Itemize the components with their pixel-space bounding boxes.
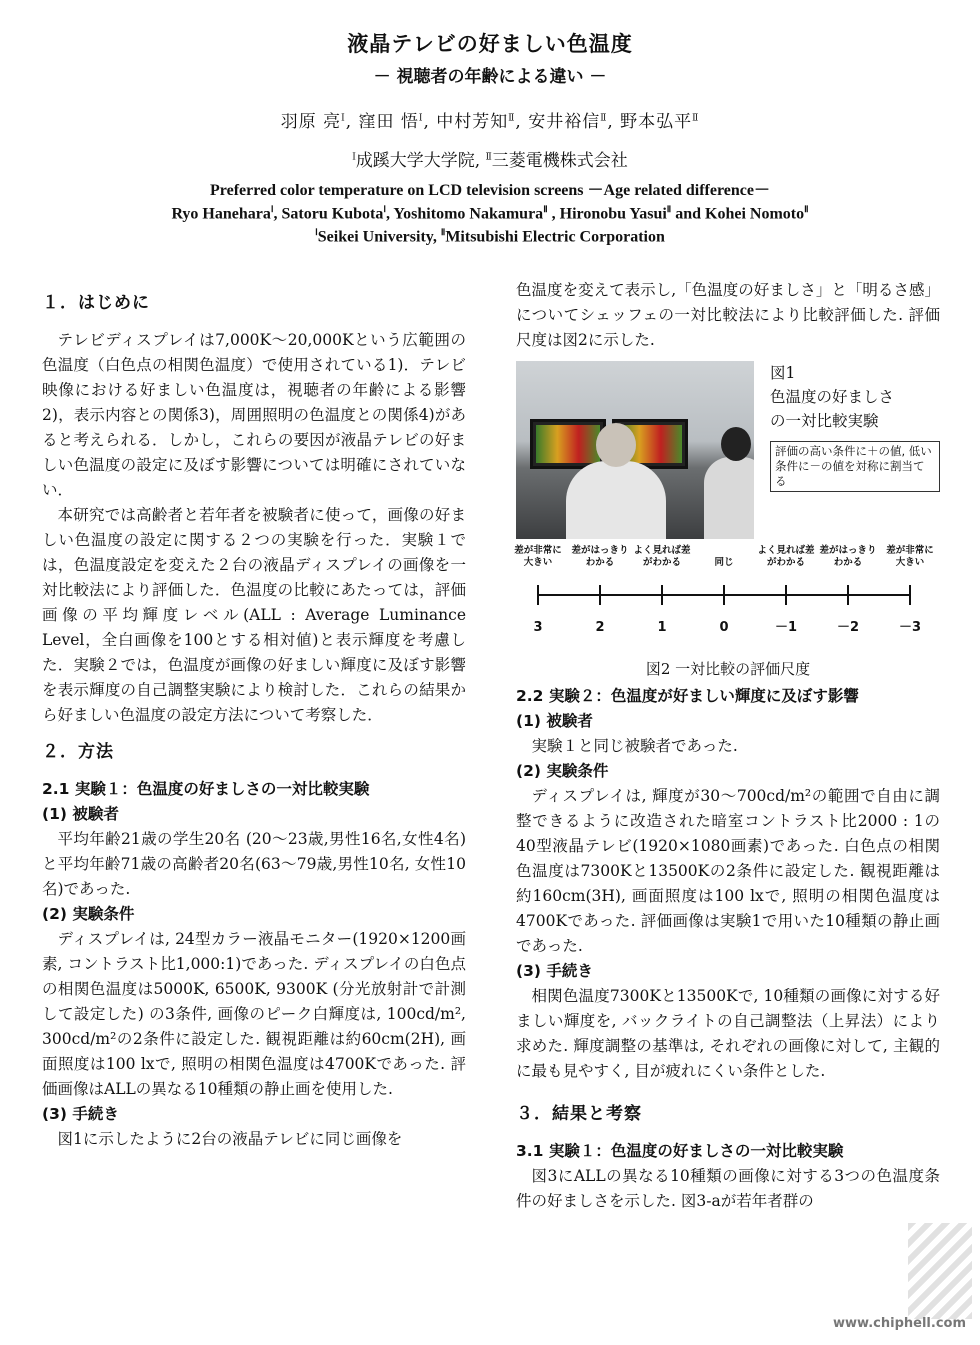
author: 野本弘平 — [620, 112, 693, 132]
subsubsection-heading: (1) 被験者 — [42, 805, 119, 823]
paragraph: 色温度を変えて表示し,「色温度の好ましさ」と「明るさ感」についてシェッフェの一対比較法により比較評価した. 評価尺度は図2に示した. — [516, 281, 940, 349]
experiment-photo — [516, 361, 754, 539]
scale-tick — [909, 585, 911, 605]
scale-tick — [847, 585, 849, 605]
subsubsection-heading: (3) 手続き — [42, 1105, 119, 1123]
paragraph: 実験１と同じ被験者であった. — [531, 737, 738, 755]
scale-value: －1 — [774, 620, 798, 635]
rating-scale — [516, 545, 940, 657]
section-heading: ２．方法 — [42, 742, 114, 762]
section-heading: ３．結果と考察 — [516, 1104, 642, 1124]
scale-value: 2 — [595, 620, 605, 635]
paragraph: テレビディスプレイは7,000K～20,000Kという広範囲の色温度（白色点の相関色温度）で使用されている1)．テレビ映像における好ましい色温度は，視聴者の年齢による影響2)，表示内容との関係3)，周囲照明の色温度との関係4)があると考えられる．しかし，これらの要因が液晶テレビの好ましい色温度の設定に及ぼす影響については明確にされていない． — [42, 331, 466, 499]
author-list: 羽原 亮$^Ⅰ$, 窪田 悟$^Ⅰ$, 中村芳知$^Ⅱ$, 安井裕信$^Ⅱ$, 野本弘平$^Ⅱ$ — [280, 112, 700, 132]
subsection-heading: 2.2 実験２：色温度が好ましい輝度に及ぼす影響 — [516, 687, 859, 705]
left-column — [42, 283, 466, 1152]
scale-label: 差が非常に 大きい — [886, 545, 934, 568]
paragraph: 平均年齢21歳の学生20名 (20～23歳,男性16名,女性4名)と平均年齢71歳の高齢者20名(63～79歳,男性10名, 女性10名)であった. — [42, 830, 466, 898]
paper-subtitle: － 視聴者の年齢による違い － — [373, 67, 607, 87]
right-column — [516, 278, 940, 1214]
scale-value: 3 — [533, 620, 543, 635]
figure-2-caption: 図2 一対比較の評価尺度 — [645, 660, 811, 678]
subsubsection-heading: (1) 被験者 — [516, 712, 593, 730]
author: 羽原 亮 — [280, 112, 342, 132]
callout-note: 評価の高い条件に＋の値, 低い条件に－の値を対称に割当てる — [770, 441, 940, 492]
subsection-heading: 3.1 実験１：色温度の好ましさの一対比較実験 — [516, 1142, 844, 1160]
scale-tick — [723, 585, 725, 605]
paper-title: 液晶テレビの好ましい色温度 — [347, 32, 633, 56]
paragraph: ディスプレイは, 輝度が30～700cd/m²の範囲で自由に調整できるように改造された暗室コントラスト比2000 : 1の40型液晶テレビ(1920×1080画素)であった. 白色点の相関色温度は7300Kと13500Kの2条件に設定した. 観視距離は約160cm(3H), 画面照度は100 lxで, 照明の相関色温度は4700Kであった. 評価画像は実験1で用いた10種類の静止画であった. — [516, 787, 940, 955]
watermark-logo — [908, 1223, 972, 1319]
scale-label: 差が非常に 大きい — [514, 545, 562, 568]
watermark-text: www.chiphell.com — [833, 1316, 966, 1331]
scale-label: 同じ — [714, 557, 734, 568]
scale-tick — [661, 585, 663, 605]
scale-label: よく見れば差 がわかる — [633, 545, 691, 568]
paragraph: 図1に示したように2台の液晶テレビに同じ画像を — [57, 1130, 403, 1148]
scale-value: －3 — [898, 620, 922, 635]
figure-1-caption: 図1 色温度の好ましさ の一対比較実験 評価の高い条件に＋の値, 低い条件に－の値を対称に割当てる — [770, 361, 940, 539]
subsection-heading: 2.1 実験１：色温度の好ましさの一対比較実験 — [42, 780, 370, 798]
scale-tick — [537, 585, 539, 605]
paragraph: 本研究では高齢者と若年者を被験者に使って，画像の好ましい色温度の設定に関する２つの実験を行った．実験１では，色温度設定を変えた２台の液晶ディスプレイの画像を一対比較法により評価した．色温度の比較にあたっては，評価画像の平均輝度レベル(ALL : Average Luminance Level，全白画像を100とする相対値)と表示輝度を考慮した．実験２では，色温度が画像の好ましい輝度に及ぼす影響を表示輝度の自己調整実験により検討した．これらの結果から好ましい色温度の設定方法について考察した． — [42, 506, 466, 724]
english-authors: Ryo Hanehara$^Ⅰ$, Satoru Kubota$^Ⅰ$, Yoshitomo Nakamura$^Ⅱ$ , Hironobu Yasui$^Ⅱ$ and Kohei Nomoto$^Ⅱ$ — [171, 204, 809, 223]
scale-value: 0 — [719, 620, 729, 635]
english-affiliations: $^Ⅰ$Seikei University, $^Ⅱ$Mitsubishi Electric Corporation — [315, 227, 665, 246]
paragraph: 相関色温度7300Kと13500Kで, 10種類の画像に対する好ましい輝度を, バックライトの自己調整法（上昇法）により求めた. 輝度調整の基準は, それぞれの画像に対して, 主観的に最も見やすく, 目が疲れにくい条件とした. — [516, 987, 940, 1080]
scale-label: 差がはっきり わかる — [571, 545, 629, 568]
paper-header — [0, 28, 980, 247]
scale-value: －2 — [836, 620, 860, 635]
subsubsection-heading: (2) 実験条件 — [42, 905, 135, 923]
author: 中村芳知 — [436, 112, 509, 132]
author: 窪田 悟 — [358, 112, 419, 132]
affiliations: $^Ⅰ$成蹊大学大学院, $^Ⅱ$三菱電機株式会社 — [352, 151, 628, 171]
paragraph: 図3にALLの異なる10種類の画像に対する3つの色温度条件の好ましさを示した. 図3-aが若年者群の — [516, 1167, 940, 1210]
scale-label: よく見れば差 がわかる — [757, 545, 815, 568]
subsubsection-heading: (2) 実験条件 — [516, 762, 609, 780]
section-heading: １．はじめに — [42, 293, 150, 313]
figure-1 — [516, 361, 940, 539]
scale-tick — [599, 585, 601, 605]
scale-tick — [785, 585, 787, 605]
subsubsection-heading: (3) 手続き — [516, 962, 593, 980]
scale-label: 差がはっきり わかる — [819, 545, 877, 568]
paragraph: ディスプレイは, 24型カラー液晶モニター(1920×1200画素, コントラスト比1,000:1)であった. ディスプレイの白色点の相関色温度は5000K, 6500K, 9300K (分光放射計で計測して設定した) の3条件, 画像のピーク白輝度は, 100cd/m², 300cd/m²の2条件に設定した. 観視距離は約60cm(2H), 画面照度は100 lxで, 照明の相関色温度は4700Kであった. 評価画像はALLの異なる10種類の静止画を使用した. — [42, 930, 466, 1098]
english-title: Preferred color temperature on LCD television screens －Age related difference－ — [210, 182, 770, 199]
author: 安井裕信 — [528, 112, 601, 132]
scale-value: 1 — [657, 620, 667, 635]
